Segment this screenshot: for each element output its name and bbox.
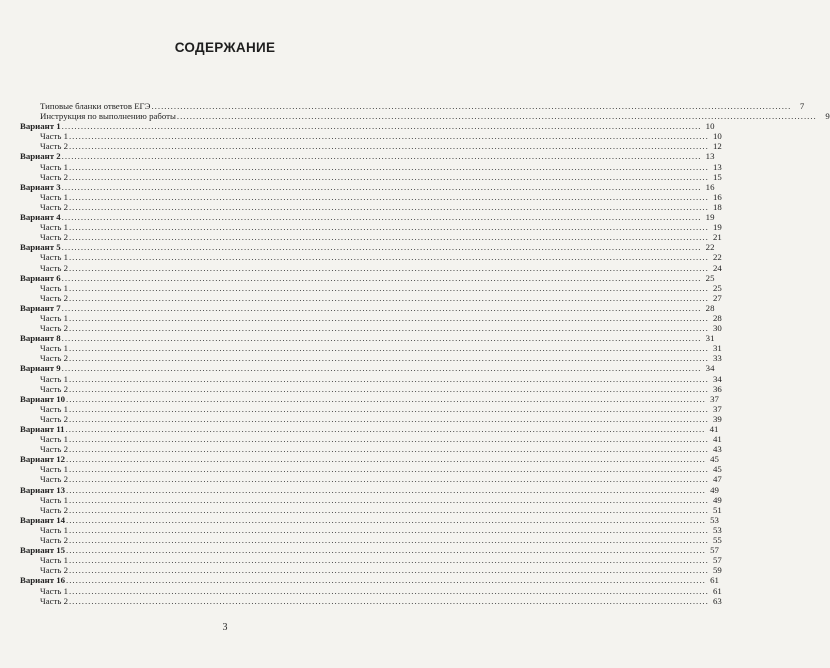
- toc-entry-page: 10: [705, 121, 715, 132]
- toc-entry-page: 37: [713, 403, 722, 414]
- toc-dot-leader: ........................................................................................................................................................................................................: [68, 535, 709, 546]
- toc-entry-label: Часть 2: [40, 535, 68, 546]
- toc-dot-leader: ........................................................................................................................................................................................................: [66, 575, 706, 586]
- toc-dot-leader: ........................................................................................................................................................................................................: [66, 393, 706, 404]
- page-number: 3: [222, 622, 228, 633]
- toc-entry: [20, 555, 722, 566]
- toc-entry: [20, 524, 722, 535]
- toc-dot-leader: ........................................................................................................................................................................................................: [68, 252, 709, 263]
- toc-entry-page: 49: [713, 494, 722, 505]
- toc-dot-leader: ........................................................................................................................................................................................................: [61, 181, 702, 192]
- toc-entry-label: Часть 2: [40, 232, 68, 243]
- toc-entry-label: Часть 2: [40, 201, 68, 212]
- toc-variant-entry: [20, 242, 715, 253]
- toc-entry-page: 18: [713, 201, 722, 212]
- toc-entry-page: 36: [713, 383, 722, 394]
- toc-entry-label: Часть 1: [40, 161, 68, 172]
- toc-dot-leader: ........................................................................................................................................................................................................: [68, 373, 709, 384]
- toc-entry-page: 33: [713, 353, 722, 364]
- toc-variant-entry: [20, 514, 719, 525]
- toc-entry-page: 31: [713, 343, 722, 354]
- toc-entry: [20, 131, 722, 142]
- toc-entry-page: 45: [710, 454, 719, 465]
- toc-entry: [20, 191, 722, 202]
- toc-dot-leader: ........................................................................................................................................................................................................: [68, 343, 709, 354]
- toc-dot-leader: ........................................................................................................................................................................................................: [68, 131, 709, 142]
- toc-entry-page: 13: [705, 151, 715, 162]
- toc-dot-leader: ........................................................................................................................................................................................................: [68, 504, 709, 515]
- toc-entry-label: Часть 1: [40, 343, 68, 354]
- toc-variant-entry: [20, 454, 719, 465]
- toc-entry-label: Вариант 11: [20, 424, 65, 434]
- toc-dot-leader: ........................................................................................................................................................................................................: [68, 222, 709, 233]
- toc-entry: [20, 595, 722, 606]
- toc-dot-leader: ........................................................................................................................................................................................................: [66, 484, 706, 495]
- toc-entry-page: 49: [710, 484, 719, 495]
- toc-entry-label: Вариант 9: [20, 363, 61, 374]
- toc-variant-entry: [20, 363, 715, 374]
- toc-dot-leader: ........................................................................................................................................................................................................: [66, 514, 706, 525]
- toc-entry: [20, 565, 722, 576]
- toc-entry-page: 31: [705, 333, 715, 344]
- toc-entry: [20, 434, 722, 445]
- toc-entry-page: 45: [713, 464, 722, 475]
- toc-entry-label: Вариант 5: [20, 242, 61, 253]
- toc-variant-entry: [20, 545, 719, 556]
- toc-entry-page: 61: [710, 575, 719, 586]
- toc-dot-leader: ........................................................................................................................................................................................................: [68, 353, 709, 364]
- toc-entry: [20, 312, 722, 323]
- toc-entry: [20, 141, 722, 152]
- toc-dot-leader: ........................................................................................................................................................................................................: [68, 444, 709, 455]
- toc-entry: [20, 403, 722, 414]
- toc-entry: [20, 535, 722, 546]
- toc-entry-page: 16: [713, 191, 722, 202]
- toc-dot-leader: ........................................................................................................................................................................................................: [68, 474, 709, 485]
- toc-variant-entry: [20, 333, 715, 344]
- toc-entry-label: Часть 1: [40, 282, 68, 293]
- toc-entry: [20, 201, 722, 212]
- toc-dot-leader: ........................................................................................................................................................................................................: [68, 565, 709, 576]
- toc-entry: [20, 252, 722, 263]
- toc-dot-leader: ........................................................................................................................................................................................................: [61, 151, 702, 162]
- toc-entry-label: Вариант 3: [20, 181, 61, 192]
- toc-dot-leader: ........................................................................................................................................................................................................: [68, 383, 709, 394]
- toc-variant-entry: [20, 424, 719, 434]
- toc-dot-leader: ........................................................................................................................................................................................................: [68, 161, 709, 172]
- toc-entry-label: Часть 1: [40, 312, 68, 323]
- toc-dot-leader: ........................................................................................................................................................................................................: [66, 454, 706, 465]
- toc-entry: [20, 232, 722, 243]
- toc-entry-label: Инструкция по выполнению работы: [40, 111, 176, 122]
- toc-dot-leader: ........................................................................................................................................................................................................: [61, 121, 702, 132]
- toc-entry: [20, 494, 722, 505]
- toc-entry-page: 19: [713, 222, 722, 233]
- toc-dot-leader: ........................................................................................................................................................................................................: [68, 403, 709, 414]
- toc-variant-entry: [20, 575, 719, 586]
- toc-entry-label: Вариант 15: [20, 545, 66, 556]
- toc-dot-leader: ........................................................................................................................................................................................................: [68, 413, 709, 424]
- toc-entry: [20, 101, 805, 111]
- toc-dot-leader: ........................................................................................................................................................................................................: [68, 191, 709, 202]
- toc-variant-entry: [20, 151, 715, 162]
- toc-entry-page: 9: [825, 111, 830, 122]
- toc-entry-page: 57: [710, 545, 719, 556]
- toc-entry: [20, 111, 830, 122]
- toc-entry: [20, 444, 722, 455]
- toc-entry: [20, 282, 722, 293]
- toc-entry-label: Вариант 10: [20, 393, 66, 404]
- toc-entry-page: 39: [713, 413, 722, 424]
- toc-entry: [20, 171, 722, 182]
- toc-entry-label: Часть 1: [40, 373, 68, 384]
- toc-dot-leader: ........................................................................................................................................................................................................: [66, 545, 706, 556]
- toc-variant-entry: [20, 393, 719, 404]
- toc-entry-page: 63: [713, 595, 722, 606]
- toc-entry-label: Часть 2: [40, 292, 68, 303]
- toc-entry-label: Вариант 13: [20, 484, 66, 495]
- toc-dot-leader: ........................................................................................................................................................................................................: [68, 524, 709, 535]
- toc-dot-leader: ........................................................................................................................................................................................................: [61, 363, 702, 374]
- toc-variant-entry: [20, 121, 715, 132]
- toc-entry-page: 37: [710, 393, 719, 404]
- toc-entry-page: 61: [713, 585, 722, 596]
- toc-dot-leader: ........................................................................................................................................................................................................: [68, 141, 709, 152]
- toc-entry-label: Часть 2: [40, 565, 68, 576]
- toc-entry: [20, 585, 722, 596]
- toc-dot-leader: ........................................................................................................................................................................................................: [68, 201, 709, 212]
- toc-entry-label: Вариант 12: [20, 454, 66, 465]
- toc-entry-label: Часть 2: [40, 353, 68, 364]
- toc-entry-label: Часть 1: [40, 191, 68, 202]
- toc-entry-page: 21: [713, 232, 722, 243]
- toc-entry-label: Часть 1: [40, 585, 68, 596]
- toc-entry: [20, 464, 722, 475]
- toc-entry-page: 53: [710, 514, 719, 525]
- toc-entry-label: Часть 1: [40, 464, 68, 475]
- toc-dot-leader: ........................................................................................................................................................................................................: [61, 272, 702, 283]
- toc-entry-label: Часть 2: [40, 262, 68, 273]
- toc-dot-leader: ........................................................................................................................................................................................................: [68, 464, 709, 475]
- toc-entry-label: Вариант 6: [20, 272, 61, 283]
- toc-entry: [20, 373, 722, 384]
- toc-entry-page: 25: [705, 272, 715, 283]
- toc-entry-label: Часть 1: [40, 222, 68, 233]
- toc-entry-page: 12: [713, 141, 722, 152]
- toc-entry: [20, 323, 722, 334]
- toc-entry: [20, 383, 722, 394]
- toc-entry-label: Вариант 7: [20, 302, 61, 313]
- toc-entry-page: 7: [799, 101, 805, 111]
- toc-entry-label: Вариант 16: [20, 575, 66, 586]
- toc-entry: [20, 161, 722, 172]
- toc-entry-page: 57: [713, 555, 722, 566]
- toc-entry-label: Часть 2: [40, 444, 68, 455]
- toc-dot-leader: ........................................................................................................................................................................................................: [61, 333, 702, 344]
- toc-entry-page: 28: [705, 302, 715, 313]
- toc-variant-entry: [20, 484, 719, 495]
- toc-entry-label: Вариант 8: [20, 333, 61, 344]
- toc-dot-leader: ........................................................................................................................................................................................................: [68, 494, 709, 505]
- toc-entry-label: Часть 2: [40, 141, 68, 152]
- toc-entry-page: 55: [713, 535, 722, 546]
- toc-entry-page: 30: [713, 323, 722, 334]
- toc-dot-leader: ........................................................................................................................................................................................................: [65, 424, 706, 434]
- toc-entry-page: 41: [713, 434, 722, 445]
- toc-entry-label: Часть 1: [40, 524, 68, 535]
- toc-variant-entry: [20, 212, 715, 223]
- toc-entry: [20, 292, 722, 303]
- toc-dot-leader: ........................................................................................................................................................................................................: [68, 282, 709, 293]
- toc-entry-page: 28: [713, 312, 722, 323]
- toc-dot-leader: ........................................................................................................................................................................................................: [68, 232, 709, 243]
- toc-entry-label: Часть 1: [40, 494, 68, 505]
- toc-entry-page: 51: [713, 504, 722, 515]
- toc-dot-leader: ........................................................................................................................................................................................................: [61, 212, 702, 223]
- toc-dot-leader: ........................................................................................................................................................................................................: [68, 323, 709, 334]
- toc-entry-page: 59: [713, 565, 722, 576]
- toc-entry-label: Вариант 2: [20, 151, 61, 162]
- toc-dot-leader: ........................................................................................................................................................................................................: [68, 171, 709, 182]
- toc-entry-label: Часть 2: [40, 474, 68, 485]
- toc-entry-page: 24: [713, 262, 722, 273]
- toc-entry-label: Вариант 4: [20, 212, 61, 223]
- toc-entry-page: 43: [713, 444, 722, 455]
- toc-dot-leader: ........................................................................................................................................................................................................: [61, 302, 702, 313]
- toc-variant-entry: [20, 181, 715, 192]
- toc-entry-label: Часть 2: [40, 323, 68, 334]
- toc-entry-label: Вариант 1: [20, 121, 61, 132]
- toc-dot-leader: ........................................................................................................................................................................................................: [68, 312, 709, 323]
- toc-entry-label: Часть 1: [40, 252, 68, 263]
- table-of-contents: [20, 101, 830, 606]
- toc-entry: [20, 262, 722, 273]
- toc-dot-leader: ........................................................................................................................................................................................................: [68, 585, 709, 596]
- toc-entry-page: 16: [705, 181, 715, 192]
- toc-entry-page: 13: [713, 161, 722, 172]
- toc-entry-page: 53: [713, 524, 722, 535]
- toc-entry-label: Типовые бланки ответов ЕГЭ: [40, 101, 151, 111]
- toc-entry: [20, 222, 722, 233]
- toc-entry-label: Вариант 14: [20, 514, 66, 525]
- toc-entry-page: 47: [713, 474, 722, 485]
- toc-dot-leader: ........................................................................................................................................................................................................: [176, 111, 817, 122]
- toc-entry-label: Часть 1: [40, 434, 68, 445]
- toc-entry-page: 15: [713, 171, 722, 182]
- toc-entry: [20, 504, 722, 515]
- toc-dot-leader: ........................................................................................................................................................................................................: [68, 555, 709, 566]
- toc-variant-entry: [20, 302, 715, 313]
- toc-entry-label: Часть 2: [40, 595, 68, 606]
- toc-variant-entry: [20, 272, 715, 283]
- toc-dot-leader: ........................................................................................................................................................................................................: [68, 262, 709, 273]
- toc-entry-label: Часть 2: [40, 171, 68, 182]
- toc-dot-leader: ........................................................................................................................................................................................................: [68, 292, 709, 303]
- toc-entry-page: 19: [705, 212, 715, 223]
- toc-entry: [20, 413, 722, 424]
- page-title: СОДЕРЖАНИЕ: [174, 40, 276, 55]
- toc-entry-label: Часть 2: [40, 413, 68, 424]
- toc-entry-page: 27: [713, 292, 722, 303]
- toc-dot-leader: ........................................................................................................................................................................................................: [61, 242, 702, 253]
- toc-dot-leader: ........................................................................................................................................................................................................: [68, 434, 709, 445]
- toc-entry-label: Часть 2: [40, 504, 68, 515]
- toc-entry-label: Часть 1: [40, 555, 68, 566]
- toc-entry-label: Часть 1: [40, 403, 68, 414]
- toc-entry-page: 22: [713, 252, 722, 263]
- toc-entry-label: Часть 2: [40, 383, 68, 394]
- toc-dot-leader: ........................................................................................................................................................................................................: [68, 595, 709, 606]
- toc-entry: [20, 353, 722, 364]
- toc-entry: [20, 343, 722, 354]
- toc-entry: [20, 474, 722, 485]
- toc-entry-page: 41: [709, 424, 719, 434]
- toc-entry-page: 22: [705, 242, 715, 253]
- toc-entry-page: 10: [713, 131, 722, 142]
- toc-entry-label: Часть 1: [40, 131, 68, 142]
- toc-dot-leader: ........................................................................................................................................................................................................: [151, 101, 792, 111]
- toc-entry-page: 34: [713, 373, 722, 384]
- toc-entry-page: 34: [705, 363, 715, 374]
- toc-entry-page: 25: [713, 282, 722, 293]
